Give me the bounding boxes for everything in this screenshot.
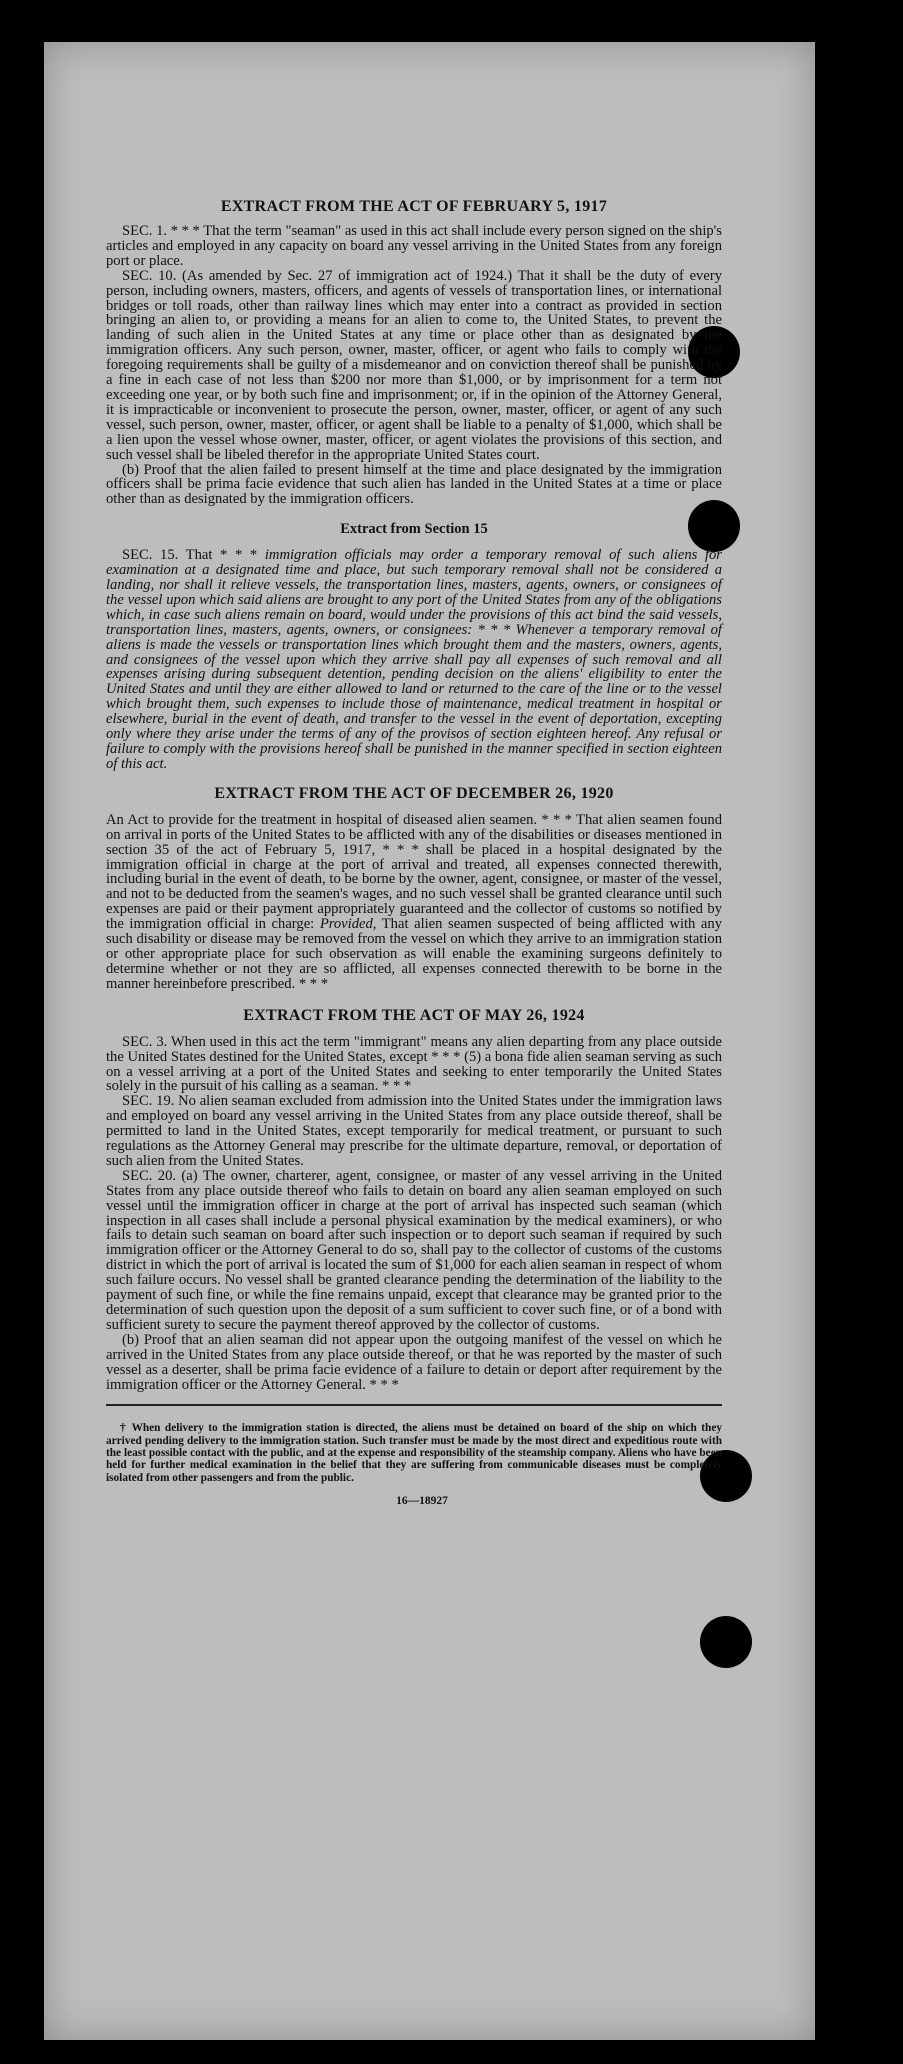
section-19: SEC. 19. No alien seaman excluded from admission into the United States under the immigration laws and employed on board any vessel arriving in the United States from any place outside thereof, shall be permitted to land in the United States, except temporarily for medical treatment, or pursuant to such regulations as the Attorney General may prescribe for the ultimate departure, removal, or deportation of such alien from the United States. — [106, 1093, 722, 1169]
heading-section-15: Extract from Section 15 — [340, 521, 488, 538]
act-1920-provided: Provided, — [319, 916, 377, 933]
section-15-body: immigration officials may order a temporary removal of such aliens for examination at a designated time and place, but such temporary removal shall not be considered a landing, nor shall it relieve vessels, the transportation lines, masters, agents, owners, or consignees of the vessel upon which said aliens are brought to any port of the United States from any of the obligations which, in case such aliens remain on board, would under the provisions of this act bind the said vessels, transportation lines, masters, agents, owners, or consignees: * * * Whenever a temporary removal of aliens is made the vessels or transportation lines which brought them and the masters, owners, agents, and consignees of the vessel upon which they arrive shall pay all expenses of such removal and all expenses arising during subsequent detention, pending decision on the aliens' eligibility to enter the United States and until they are either allowed to land or returned to the care of the line or to the vessel which brought them, such expenses to include those of maintenance, medical treatment in hospital or elsewhere, burial in the event of death, and transfer to the vessel in the event of deportation, excepting only where they arise under the terms of any of the provisos of section eighteen hereof. Any refusal or failure to comply with the provisions hereof shall be punished in the manner specified in section eighteen of this act. — [106, 547, 722, 772]
punch-hole — [700, 1616, 752, 1668]
form-number: 16—18927 — [396, 1494, 448, 1507]
section-10-b: (b) Proof that the alien failed to present himself at the time and place designated by the immigration officers shall be prima facie evidence that such alien has landed in the United States at a time or place other than as designated by the immigration officers. — [106, 461, 722, 508]
act-1920-part-b: That alien seamen suspected of being afflicted with any such disability or disease may be removed from the vessel on which they arrive to an immigration station or other appropriate place for such observation as will enable the examining surgeons definitely to determine whether or not they are so afflicted, all expenses connected therewith to be borne in the manner hereinbefore prescribed. * * * — [106, 916, 723, 992]
document-text — [106, 198, 722, 1509]
section-20: SEC. 20. (a) The owner, charterer, agent, consignee, or master of any vessel arriving in the United States from any place outside thereof who fails to detain on board any alien seaman employed on such vessel until the immigration officer in charge at the port of arrival has inspected such seaman (which inspection in all cases shall include a personal physical examination by the medical examiners), or who fails to detain such seaman on board after such inspection or to deport such seaman if required by such immigration officer or the Attorney General to do so, shall pay to the collector of customs of the customs district in which the port of arrival is located the sum of $1,000 for each alien seaman in respect of whom such failure occurs. No vessel shall be granted clearance pending the determination of the liability to the payment of such fine, or while the fine remains unpaid, except that clearance may be granted prior to the determination of such question upon the deposit of a sum sufficient to cover such fine, or of a bond with sufficient surety to secure the payment thereof approved by the collector of customs. — [106, 1167, 722, 1333]
section-20-b: (b) Proof that an alien seaman did not appear upon the outgoing manifest of the vessel on which he arrived in the United States from any place outside thereof, or that he was reported by the master of such vessel as a deserter, shall be prima facie evidence of a failure to detain or deport after requirement by the immigration officer or the Attorney General. * * * — [106, 1331, 722, 1393]
section-3: SEC. 3. When used in this act the term "immigrant" means any alien departing from any place outside the United States destined for the United States, except * * * (5) a bona fide alien seaman serving as such on a vessel arriving at a port of the United States and seeking to enter temporarily the United States solely in the pursuit of his calling as a seaman. * * * — [106, 1033, 722, 1095]
section-15 — [106, 548, 722, 772]
act-1920-part-a: An Act to provide for the treatment in hospital of diseased alien seamen. * * * That alien seamen found on arrival in ports of the United States to be afflicted with any of the disabilities or diseases mentioned in section 35 of the act of February 5, 1917, * * * shall be placed in a hospital designated by the immigration official in charge at the port of arrival and treated, all expenses connected therewith, including burial in the event of death, to be borne by the owner, agent, consignee, or master of the vessel, and not to be deducted from the seamen's wages, and no such vessel shall be granted clearance until such expenses are paid or their payment appropriately guaranteed and the collector of customs so notified by the immigration official in charge: — [106, 811, 722, 933]
heading-act-1920: EXTRACT FROM THE ACT OF DECEMBER 26, 1920 — [214, 784, 614, 802]
section-10: SEC. 10. (As amended by Sec. 27 of immigration act of 1924.) That it shall be the duty of every person, including owners, masters, officers, and agents of vessels of transportation lines, or international bridges or toll roads, other than railway lines which may enter into a contract as provided in section bringing an alien to, or providing a means for an alien to come to, the United States, to prevent the landing of such alien in the United States at any time or place other than as designated by the immigration officers. Any such person, owner, master, officer, or agent who fails to comply with the foregoing requirements shall be guilty of a misdemeanor and on conviction thereof shall be punished by a fine in each case of not less than $200 nor more than $1,000, or by imprisonment for a term not exceeding one year, or by both such fine and imprisonment; or, if in the opinion of the Attorney General, it is impracticable or inconvenient to prosecute the person, owner, master, officer, or agent of any such vessel, such person, owner, master, officer, or agent shall be liable to a penalty of $1,000, which shall be a lien upon the vessel whose owner, master, officer, or agent violates the provisions of this section, and such vessel shall be libeled therefor in the appropriate United States court. — [106, 267, 722, 463]
footnote: † When delivery to the immigration station is directed, the aliens must be detained on board of the ship on which they arrived pending delivery to the immigration station. Such transfer must be made by the most direct and expeditious route with the least possible contact with the public, and at the expense and responsibility of the steamship company. Aliens who have been held for further medical examination in the belief that they are suffering from communicable diseases must be completely isolated from other passengers and from the public. — [106, 1422, 722, 1484]
section-1: SEC. 1. * * * That the term "seaman" as used in this act shall include every person signed on the ship's articles and employed in any capacity on board any vessel arriving in the United States from any foreign port or place. — [106, 223, 722, 269]
heading-act-1924: EXTRACT FROM THE ACT OF MAY 26, 1924 — [243, 1006, 585, 1024]
act-1920-text — [106, 813, 722, 992]
section-15-lead: SEC. 15. That * * * — [122, 547, 265, 564]
heading-act-1917: EXTRACT FROM THE ACT OF FEBRUARY 5, 1917 — [220, 198, 608, 215]
